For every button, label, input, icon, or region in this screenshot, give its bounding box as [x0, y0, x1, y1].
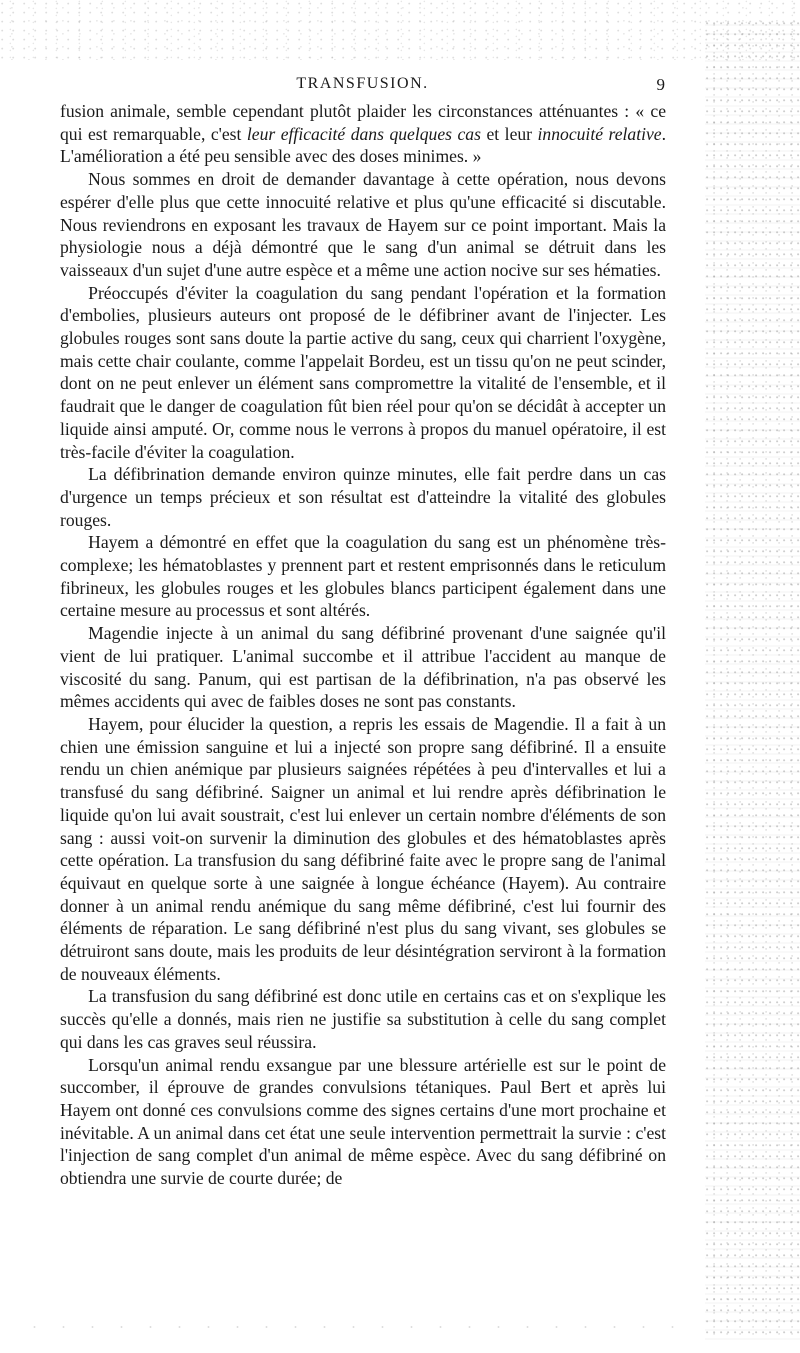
page-header: [60, 75, 665, 99]
paragraph: [60, 622, 666, 713]
italic-text: innocuité relative: [537, 123, 662, 144]
paragraph: [60, 531, 666, 622]
text-run: fusion animale, semble cependant plutôt plaider les circonstances atténuantes : « ce qui est remarquable, c'est: [60, 101, 666, 144]
scan-noise-bottom: [20, 1320, 700, 1334]
paragraph: [60, 168, 666, 282]
body-text: [60, 100, 666, 1190]
text-run: Hayem, pour élucider la question, a repris les essais de Magendie. Il a fait à un chien une émission sanguine et lui a injecté son propre sang défibriné. Il a ensuite rendu un chien anémique par plusieurs saignées répétées à peu d'intervalles et lui a transfusé du sang défibriné. Saigner un animal et lui rendre après défibrination le liquide qu'on lui avait soustrait, c'est lui enlever un certain nombre d'éléments de son sang : aussi voit-on survenir la diminution des globules et des hématoblastes après cette opération. La transfusion du sang défibriné faite avec le propre sang de l'animal équivaut en quelque sorte à une saignée à longue échéance (Hayem). Au contraire donner à un animal rendu anémique du sang même défibriné, c'est lui fournir des éléments de réparation. Le sang défibriné n'est plus du sang vivant, ses globules se détruiront sans doute, mais les produits de leur désintégration serviront à la formation de nouveaux éléments.: [60, 713, 666, 984]
italic-text: leur efficacité dans quelques cas: [246, 123, 481, 144]
scan-noise-right-margin: [705, 20, 800, 1340]
text-run: La défibrination demande environ quinze minutes, elle fait perdre dans un cas d'urgence un temps précieux et son résultat est d'atteindre la vitalité des globules rouges.: [60, 464, 666, 530]
paragraph: [60, 1054, 666, 1190]
text-run: Magendie injecte à un animal du sang défibriné provenant d'une saignée qu'il vient de lui pratiquer. L'animal succombe et il attribue l'accident au manque de viscosité du sang. Panum, qui est partisan de la défibrination, n'a pas observé les mêmes accidents qui avec de faibles doses ne sont pas constants.: [60, 623, 666, 712]
scan-noise-top: [0, 0, 800, 60]
text-run: La transfusion du sang défibriné est donc utile en certains cas et on s'explique les succès qu'elle a donnés, mais rien ne justifie sa substitution à celle du sang complet qui dans les cas graves seul réussira.: [60, 986, 666, 1052]
paragraph: [60, 713, 666, 985]
paragraph: [60, 463, 666, 531]
text-run: . L'amélioration a été peu sensible avec des doses minimes. »: [60, 123, 667, 167]
text-run: Nous sommes en droit de demander davantage à cette opération, nous devons espérer d'elle plus que cette innocuité relative et plus qu'une efficacité si discutable. Nous reviendrons en exposant les travaux de Hayem sur ce point important. Mais la physiologie nous a déjà démontré que le sang d'un animal se détruit dans les vaisseaux d'un sujet d'une autre espèce et a même une action nocive sur ses hématies.: [60, 169, 666, 280]
text-run: Lorsqu'un animal rendu exsangue par une blessure artérielle est sur le point de succomber, il éprouve de grandes convulsions tétaniques. Paul Bert et après lui Hayem ont donné ces convulsions comme des signes certains d'une mort prochaine et inévitable. A un animal dans cet état une seule intervention permettrait la survie : c'est l'injection de sang complet d'un animal de même espèce. Avec du sang défibriné on obtiendra une survie de courte durée; de: [60, 1054, 666, 1189]
text-run: Préoccupés d'éviter la coagulation du sang pendant l'opération et la formation d'embolies, plusieurs auteurs ont proposé de le défibriner avant de l'injecter. Les globules rouges sont sans doute la partie active du sang, ceux qui charrient l'oxygène, mais cette chair coulante, comme l'appelait Bordeu, est un tissu qu'on ne peut scinder, dont on ne peut enlever un élément sans compromettre la vitalité de l'ensemble, et il faudrait que le danger de coagulation fût bien réel pour qu'on se décidât à accepter un liquide ainsi amputé. Or, comme nous le verrons à propos du manuel opératoire, il est très-facile d'éviter la coagulation.: [60, 282, 666, 462]
text-run: Hayem a démontré en effet que la coagulation du sang est un phénomène très-complexe; les hématoblastes y prennent part et restent emprisonnés dans le reticulum fibrineux, les globules rouges et les globules blancs participent également dans une certaine mesure au processus et sont altérés.: [60, 532, 666, 621]
paragraph: [60, 100, 666, 168]
paragraph: [60, 985, 666, 1053]
paragraph: [60, 282, 666, 464]
running-head: TRANSFUSION.: [296, 75, 429, 92]
text-run: et leur: [480, 123, 538, 144]
page-number: 9: [656, 75, 665, 94]
